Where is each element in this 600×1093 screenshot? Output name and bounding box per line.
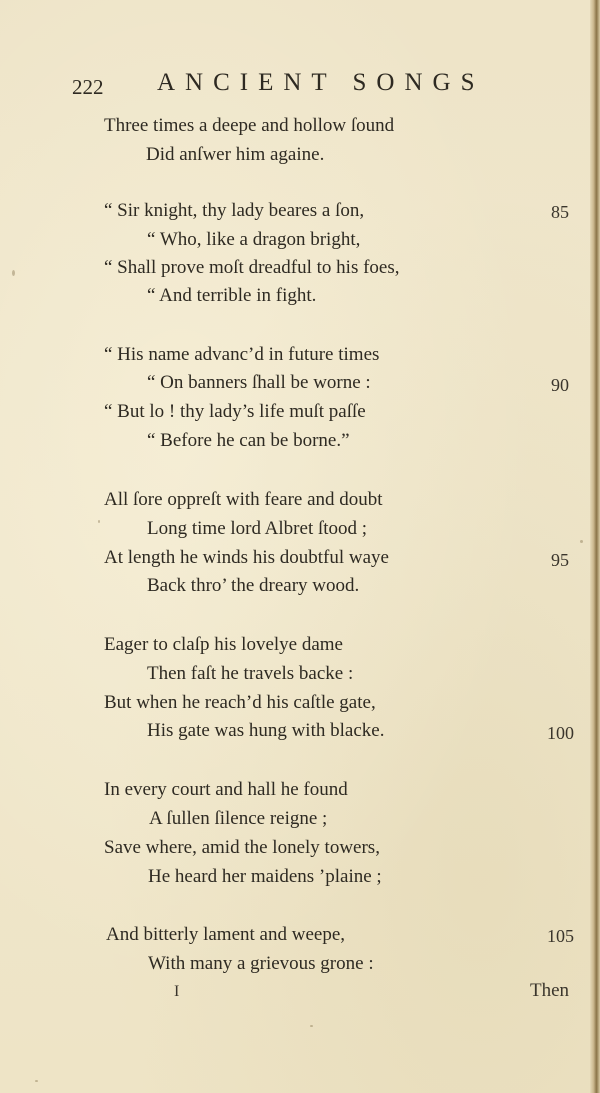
verse-line: Long time lord Albret ſtood ;: [147, 518, 368, 539]
verse-line: “ Shall prove moſt dreadful to his foes,: [104, 257, 400, 278]
verse-line: “ But lo ! thy lady’s life muſt paſſe: [104, 401, 366, 422]
signature-mark: I: [174, 983, 180, 1000]
verse-line: Back thro’ the dreary wood.: [147, 575, 360, 596]
line-number: 95: [551, 550, 569, 570]
verse-line: Then faſt he travels backe :: [147, 663, 354, 684]
verse-line: All ſore oppreſt with feare and doubt: [104, 489, 383, 510]
verse-line: Eager to claſp his lovelye dame: [104, 634, 343, 655]
verse-line: “ On banners ſhall be worne :: [147, 372, 371, 393]
verse-line: “ And terrible in fight.: [147, 285, 317, 306]
verse-line: In every court and hall he found: [104, 779, 348, 800]
verse-line: Did anſwer him againe.: [146, 144, 325, 165]
catchword: Then: [530, 980, 570, 1001]
verse-line: “ Sir knight, thy lady beares a ſon,: [104, 200, 365, 221]
line-number: 100: [547, 723, 574, 743]
paper-speck: [310, 1025, 313, 1027]
line-number: 90: [551, 375, 569, 395]
paper-speck: [580, 540, 583, 543]
verse-line: Save where, amid the lonely towers,: [104, 837, 380, 858]
verse-line: A ſullen ſilence reigne ;: [149, 808, 328, 829]
verse-line: His gate was hung with blacke.: [147, 720, 385, 741]
verse-line: He heard her maidens ’plaine ;: [148, 866, 382, 887]
book-title: ANCIENT SONGS: [157, 69, 485, 96]
paper-speck: [98, 520, 100, 523]
verse-line: And bitterly lament and weepe,: [106, 924, 346, 945]
page-number: 222: [72, 75, 104, 99]
running-head: [0, 69, 600, 99]
verse-line: With many a grievous grone :: [148, 953, 374, 974]
binding-edge: [590, 0, 600, 1093]
paper-speck: [35, 1080, 38, 1082]
verse-line: “ Who, like a dragon bright,: [147, 229, 361, 250]
line-number: 105: [547, 926, 574, 946]
verse-line: At length he winds his doubtful waye: [104, 547, 389, 568]
verse-line: But when he reach’d his caſtle gate,: [104, 692, 376, 713]
verse-line: “ Before he can be borne.”: [147, 430, 350, 451]
verse-line: “ His name advanc’d in future times: [104, 344, 380, 365]
paper-speck: [12, 270, 15, 276]
verse-line: Three times a deepe and hollow ſound: [104, 115, 395, 136]
line-number: 85: [551, 202, 569, 222]
